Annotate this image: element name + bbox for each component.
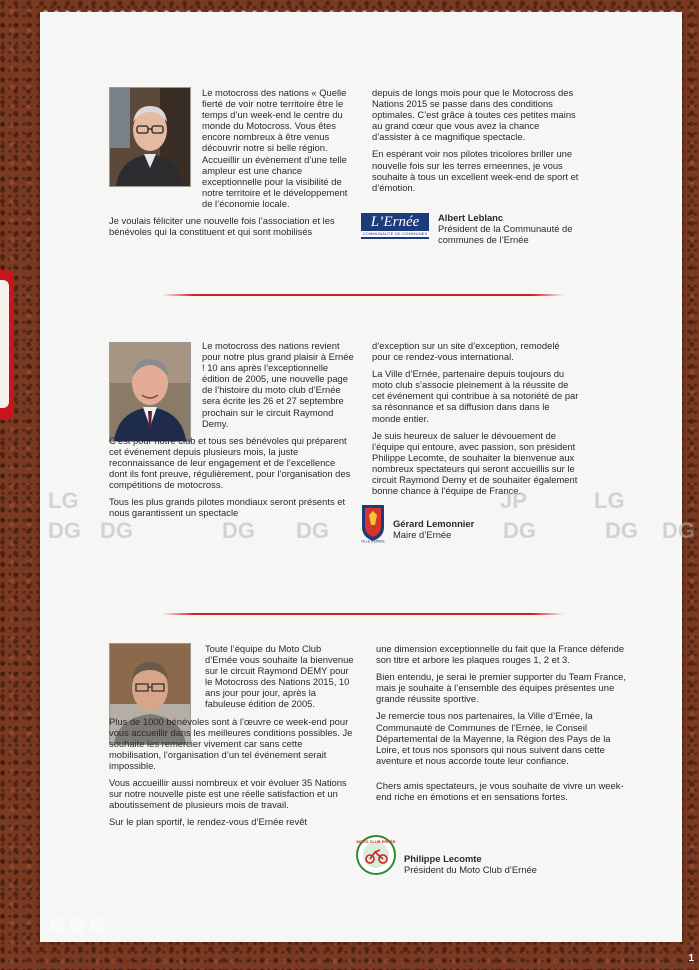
section3-paragraph-4: Sur le plan sportif, le rendez-vous d’Ernée revêt (109, 816, 308, 828)
signature-role: Président du Moto Club d’Ernée (404, 864, 537, 875)
section2-right-paragraph-3: Je suis heureux de saluer le dévouement de l’équipe qui entoure, avec passion, son président Philippe Lecomte, de souhaiter la bienvenue aux nombreux spectateurs qui seront accueillis sur le circuit Raymond Demy et de souhaiter également bonne chance à l’équipe de France. (372, 429, 578, 497)
signature-role: Maire d’Ernée (393, 529, 452, 540)
ernee-community-logo (361, 213, 429, 239)
youtube-icon (50, 918, 64, 932)
social-icons (50, 918, 110, 937)
signature-name: Philippe Lecomte (404, 853, 482, 864)
section3-right-column (376, 643, 626, 808)
section1-left-column (109, 87, 355, 243)
section2-right-paragraph-2: La Ville d’Ernée, partenaire depuis toujours du moto club s’associe pleinement à la réussite de cet événement qui contribue à sa notoriété de par sa résonnance et sa diffusion dans dans le monde entier. (372, 368, 579, 424)
watermark-dg: DG (48, 518, 81, 543)
section2-left-column (109, 340, 355, 524)
section2-intro: Le motocross des nations revient pour notre plus grand plaisir à Ernée ! 10 ans après l’exceptionnelle édition de 2005, une nouvelle page de l’histoire du moto club d’Ernée sera écrite les 26 et 27 septembre prochain sur le circuit Raymond Demy. (202, 340, 354, 429)
section2-right-column (372, 340, 580, 502)
signature-role: Président de la Communauté de communes de l’Ernée (438, 223, 573, 245)
signature-albert-leblanc (438, 212, 588, 245)
ernee-logo-subtitle: COMMUNAUTÉ DE COMMUNES (362, 231, 428, 236)
signature-name: Gérard Lemonnier (393, 518, 475, 529)
twitter-icon (70, 918, 84, 932)
watermark-dg: DG (222, 518, 255, 543)
red-side-tab (0, 270, 14, 420)
section3-right-paragraph-3: Je remercie tous nos partenaires, la Ville d’Ernée, la Communauté de Communes de l’Ernée, le Conseil Départemental de la Mayenne, la Région des Pays de la Loire, et tous nos sponsors qui nous suivent dans cette aventure et nous accorde toute leur confiance. (376, 710, 611, 766)
watermark-dg: DG (662, 518, 695, 543)
section2-paragraph-3: Tous les plus grands pilotes mondiaux seront présents et nous garantissent un spectacle (109, 496, 346, 519)
signature-name: Albert Leblanc (438, 212, 504, 223)
section1-paragraph-2: Je voulais féliciter une nouvelle fois l’association et les bénévoles qui la constituent et qui sont mobilisés (109, 215, 335, 238)
signature-gerard-lemonnier (393, 518, 553, 540)
section-divider-2 (162, 613, 564, 615)
watermark-lg: LG (48, 488, 79, 513)
section3-intro: Toute l’équipe du Moto Club d’Ernée vous souhaite la bienvenue sur le circuit Raymond DEMY pour le Motocross des Nations 2015, 10 ans jour pour jour, après la fabuleuse édition de 2005. (205, 643, 354, 710)
section2-right-paragraph-1: d’exception sur un site d’exception, remodelé pour ce rendez-vous international. (372, 340, 560, 363)
section3-paragraph-3: Vous accueillir aussi nombreux et voir évoluer 35 Nations sur notre nouvelle piste est une réelle satisfaction et un aboutissement de plusieurs mois de travail. (109, 777, 347, 811)
page-number: 1 (688, 953, 694, 964)
section3-right-paragraph-1: une dimension exceptionnelle du fait que la France défende son titre et arbore les plaques rouges 1, 2 et 3. (376, 643, 625, 666)
watermark-dg: DG (296, 518, 329, 543)
section3-paragraph-2: Plus de 1000 bénévoles sont à l’œuvre ce week-end pour vous accueillir dans les meilleures conditions possibles. Je souhaite les remercier vivement car sans cette mobilisation, l’organisation d’un tel événement serait impossible. (109, 715, 353, 771)
section1-right-column (372, 87, 580, 199)
signature-philippe-lecomte (404, 853, 574, 875)
badge-text: MOTO CLUB ERNÉE (356, 839, 396, 844)
section1-right-paragraph-2: En espérant voir nos pilotes tricolores briller une nouvelle fois sur les terres erneennes, je vous souhaite à tous un excellent week-end de sport et d’émotion. (372, 148, 579, 193)
crest-label: VILLE D'ERNÉE (361, 539, 385, 543)
moto-club-ernee-badge (356, 835, 396, 875)
watermark-dg: DG (503, 518, 536, 543)
section-divider-1 (162, 294, 564, 296)
facebook-icon (90, 918, 104, 932)
ernee-logo-text: L’Ernée (370, 214, 420, 230)
watermark-jp: JP (500, 488, 527, 513)
section2-paragraph-2: C’est pour notre club et tous ses bénévoles qui préparent cet événement depuis plusieurs mois, la juste reconnaissance de leur engagement et de l’excellence dont ils font preuve, régulièrement, pour l’organisation des compétitions de motocross. (109, 434, 351, 491)
watermark-dg: DG (100, 518, 133, 543)
section1-intro: Le motocross des nations « Quelle fierté de voir notre territoire être le temps d’un week-end le centre du monde du Motocross. Vous êtes encore nombreux à être venus découvrir notre si belle région. Accueillir un évènement d’une telle ampleur est une chance exceptionnelle pour la visibilité de notre territoire et le développement de l’économie locale. (202, 87, 348, 209)
section3-right-paragraph-4: Chers amis spectateurs, je vous souhaite de vivre un week-end riche en émotions et en sensations fortes. (376, 779, 624, 803)
section3-left-column (109, 643, 355, 833)
ernee-town-crest (360, 503, 386, 543)
section3-right-paragraph-2: Bien entendu, je serai le premier supporter du Team France, mais je souhaite à l’ensemble des équipes présentes une grande réussite sportive. (376, 671, 626, 705)
section1-right-paragraph-1: depuis de longs mois pour que le Motocross des Nations 2015 se passe dans des conditions optimales. C’est grâce à toutes ces petites mains au grand cœur que vous avez la chance d’assister à ce magnifique spectacle. (372, 87, 576, 143)
watermark-dg: DG (605, 518, 638, 543)
watermark-lg: LG (594, 488, 625, 513)
